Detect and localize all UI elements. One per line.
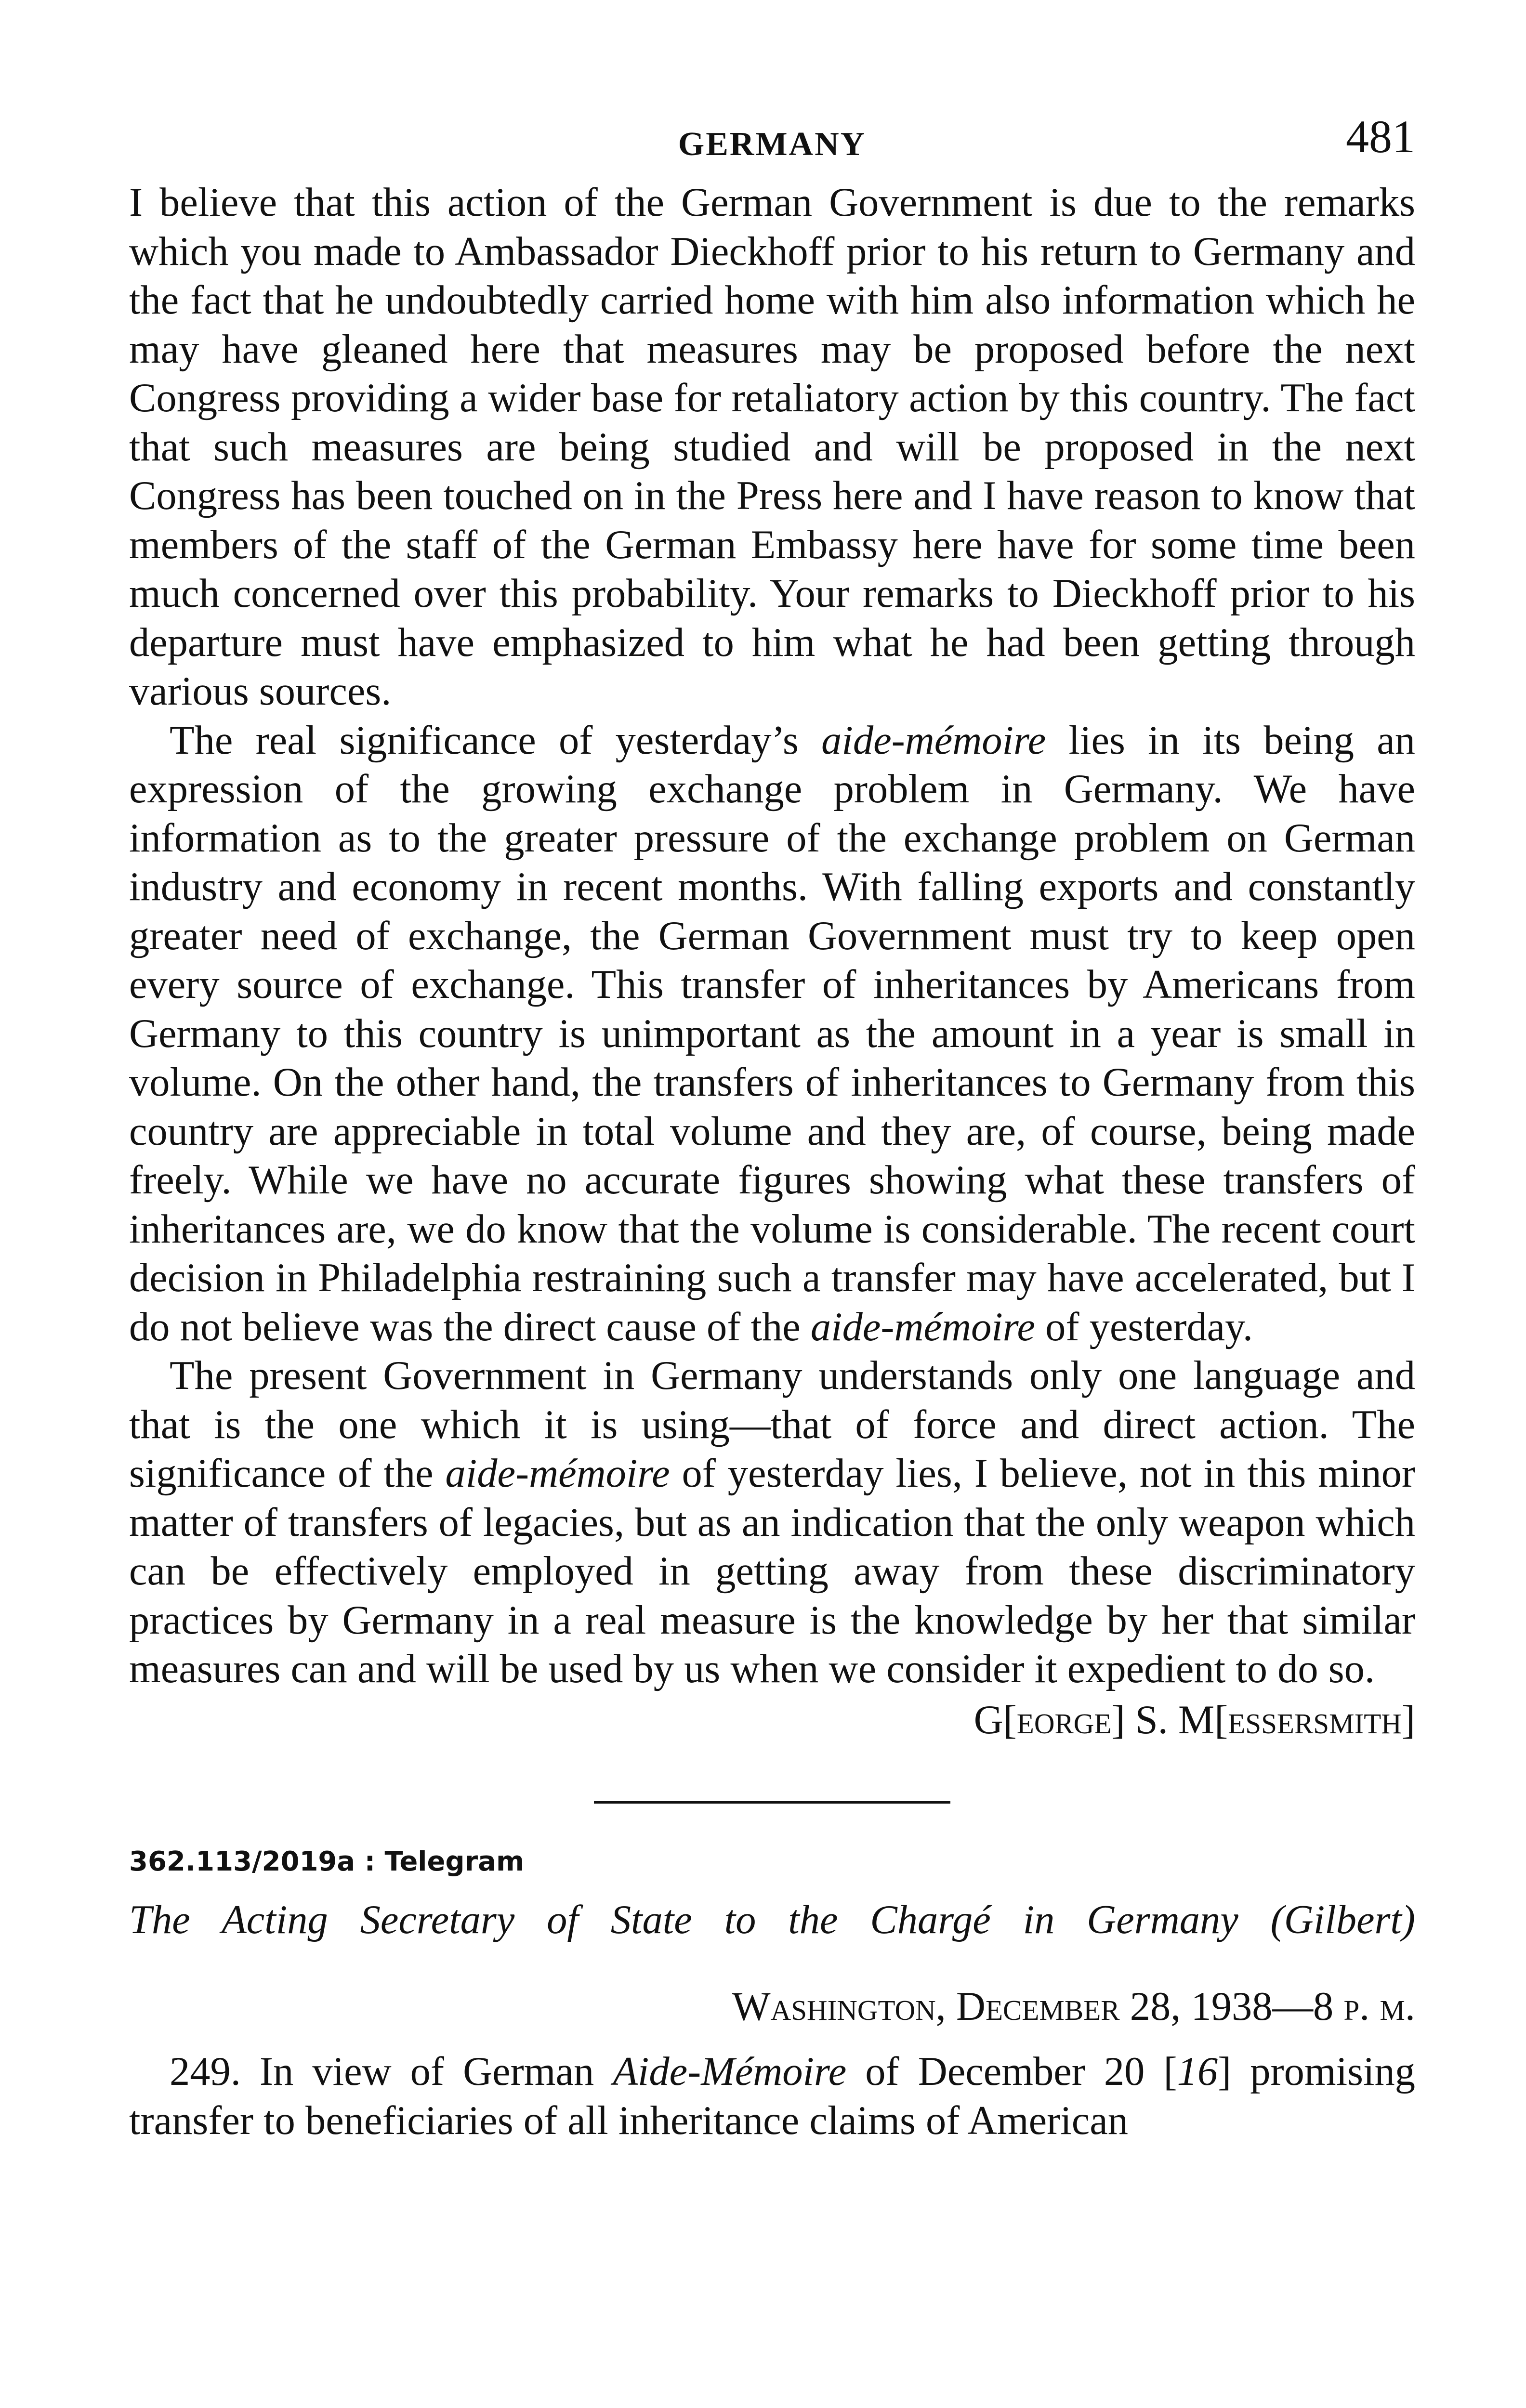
page-content: [129, 106, 1415, 2145]
italic-number: 16: [1177, 2049, 1218, 2094]
paragraph-continued: [129, 178, 1415, 716]
signature: G[eorge] S. M[essersmith]: [973, 1697, 1415, 1742]
letter-body: [129, 178, 1415, 1694]
italic-term: Aide-Mémoire: [613, 2049, 847, 2094]
paragraph: [129, 1351, 1415, 1694]
italic-term: aide-mémoire: [821, 718, 1046, 763]
running-title: GERMANY: [678, 126, 867, 163]
paragraph-text: 249. In view of German: [170, 2049, 613, 2094]
section-divider: [594, 1801, 950, 1804]
telegram-body: [129, 2047, 1415, 2145]
paragraph-text: of yesterday lies, I believe, not in this minor matter of transfers of legacies, but as an indication that the only weapon which can be effectively employed in getting away from these discriminatory practices by Germany in a real measure is the knowledge by her that similar measures can and will be used by us when we consider it expedient to do so.: [129, 1451, 1415, 1691]
italic-term: aide-mémoire: [810, 1304, 1035, 1349]
paragraph-text: of December 20 [: [846, 2049, 1177, 2094]
paragraph-text: of yesterday.: [1035, 1304, 1253, 1349]
file-reference: 362.113/2019a : Telegram: [129, 1846, 525, 1877]
document-title: The Acting Secretary of State to the Chargé in Germany (Gilbert): [129, 1898, 1415, 1942]
running-head: [129, 106, 1415, 178]
paragraph-text: The present Government in Germany understands only one language and that is the one which it is using—that of force and direct action. The significance of the: [129, 1353, 1415, 1496]
dateline: Washington, December 28, 1938—8 p. m.: [732, 1984, 1415, 2029]
paragraph: [129, 2047, 1415, 2145]
paragraph-text: lies in its being an expression of the growing exchange problem in Germany. We have information as to the greater pressure of the exchange problem on German industry and economy in recent months. With falling exports and constantly greater need of exchange, the German Government must try to keep open every source of exchange. This transfer of inheritances by Americans from Germany to this country is unimportant as the amount in a year is small in volume. On the other hand, the transfers of inheritances to Germany from this country are appreciable in total volume and they are, of course, being made freely. While we have no accurate figures showing what these transfers of inheritances are, we do know that the volume is considerable. The recent court decision in Philadelphia restraining such a transfer may have accelerated, but I do not believe was the direct cause of the: [129, 718, 1415, 1349]
paragraph-text: I believe that this action of the German Government is due to the remarks which you made to Ambassador Dieckhoff prior to his return to Germany and the fact that he undoubtedly carried home with him also information which he may have gleaned here that measures may be proposed before the next Congress providing a wider base for retaliatory action by this country. The fact that such measures are being studied and will be proposed in the next Congress has been touched on in the Press here and I have reason to know that members of the staff of the German Embassy here have for some time been much concerned over this probability. Your remarks to Dieckhoff prior to his departure must have emphasized to him what he had been getting through various sources.: [129, 180, 1415, 714]
page-number: 481: [1346, 111, 1415, 162]
paragraph: [129, 716, 1415, 1352]
paragraph-text: The real significance of yesterday’s: [170, 718, 822, 763]
paragraph-text: ] promising transfer to beneficiaries of all inheritance claims of American: [129, 2049, 1415, 2143]
italic-term: aide-mémoire: [445, 1451, 670, 1496]
